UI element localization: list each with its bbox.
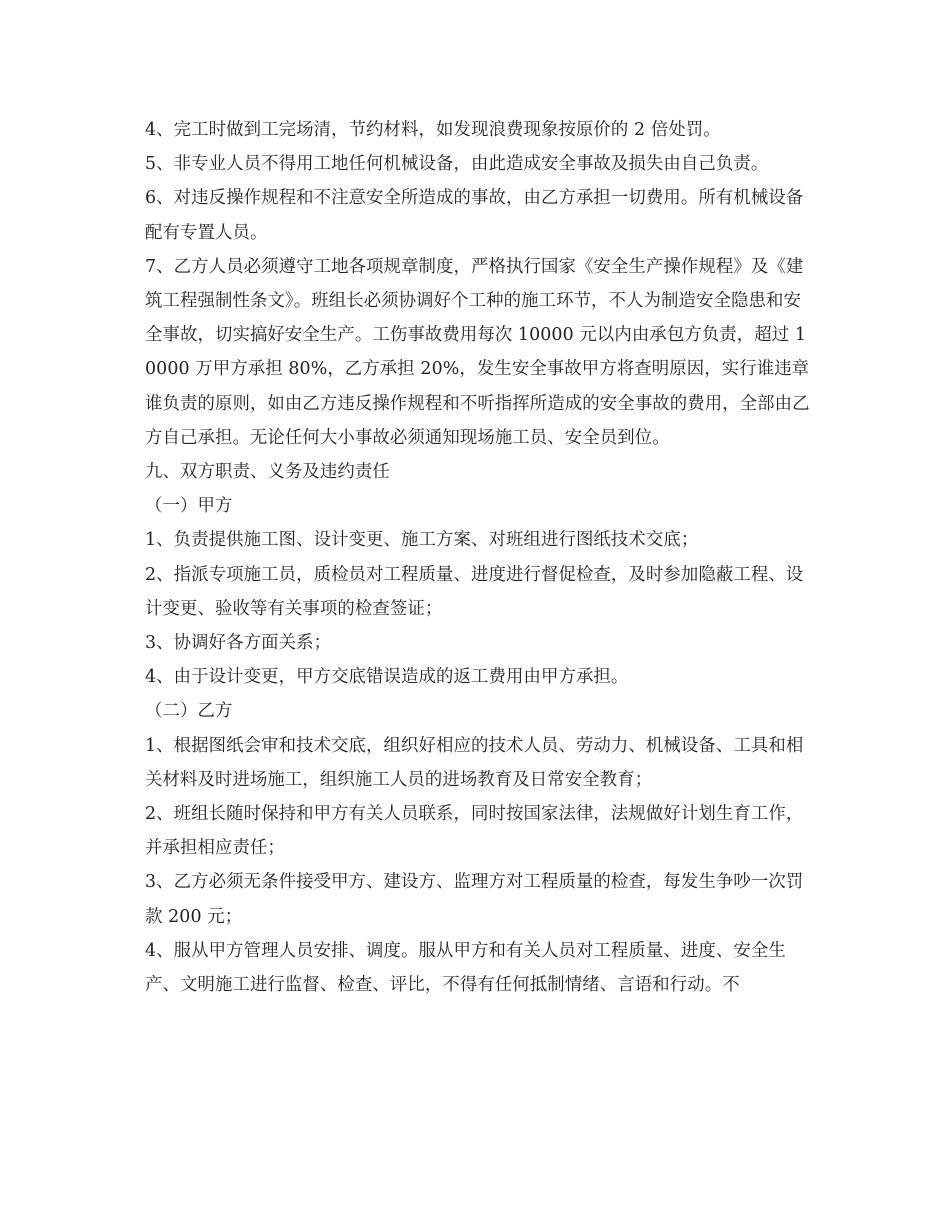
clause-7-safety-rules: 7、乙方人员必须遵守工地各项规章制度，严格执行国家《安全生产操作规程》及《建筑工程强制性条文》。班组长必须协调好个工种的施工环节，不人为制造安全隐患和安全事故，切实搞好安全生产。工伤事故费用每次 10000 元以内由承包方负责，超过 10000 万甲方承担 80%，乙方承担 20%，发生安全事故甲方将查明原因，实行谁违章谁负责的原则，如由乙方违反操作规程和不听指挥所造成的安全事故的费用，全部由乙方自己承担。无论任何大小事故必须通知现场施工员、安全员到位。 (145, 256, 810, 448)
clause-5-equipment-use: 5、非专业人员不得用工地任何机械设备，由此造成安全事故及损失由自己负责。 (145, 154, 769, 175)
party-b-item-1: 1、根据图纸会审和技术交底，组织好相应的技术人员、劳动力、机械设备、工具和相关材料及时进场施工，组织施工人员的进场教育及日常安全教育； (145, 735, 804, 790)
party-a-item-3: 3、协调好各方面关系； (145, 633, 332, 654)
document-body (145, 113, 810, 1002)
clause-4-cleanup: 4、完工时做到工完场清，节约材料，如发现浪费现象按原价的 2 倍处罚。 (145, 120, 721, 140)
party-a-item-4: 4、由于设计变更，甲方交底错误造成的返工费用由甲方承担。 (145, 667, 629, 688)
subsection-party-a: （一）甲方 (145, 496, 233, 517)
party-a-item-2: 2、指派专项施工员，质检员对工程质量、进度进行督促检查，及时参加隐蔽工程、设计变更、验收等有关事项的检查签证； (145, 564, 804, 619)
party-a-item-1: 1、负责提供施工图、设计变更、施工方案、对班组进行图纸技术交底； (145, 530, 699, 551)
party-b-item-3: 3、乙方必须无条件接受甲方、建设方、监理方对工程质量的检查，每发生争吵一次罚款 200 元； (145, 872, 804, 927)
party-b-item-4: 4、服从甲方管理人员安排、调度。服从甲方和有关人员对工程质量、进度、安全生产、文明施工进行监督、检查、评比，不得有任何抵制情绪、言语和行动。不 (145, 940, 786, 996)
section-heading-9: 九、双方职责、义务及违约责任 (145, 462, 390, 483)
party-b-item-2: 2、班组长随时保持和甲方有关人员联系，同时按国家法律，法规做好计划生育工作，并承担相应责任； (145, 804, 804, 859)
clause-6-violation-cost: 6、对违反操作规程和不注意安全所造成的事故，由乙方承担一切费用。所有机械设备配有专置人员。 (145, 188, 804, 243)
subsection-party-b: （二）乙方 (145, 701, 233, 722)
